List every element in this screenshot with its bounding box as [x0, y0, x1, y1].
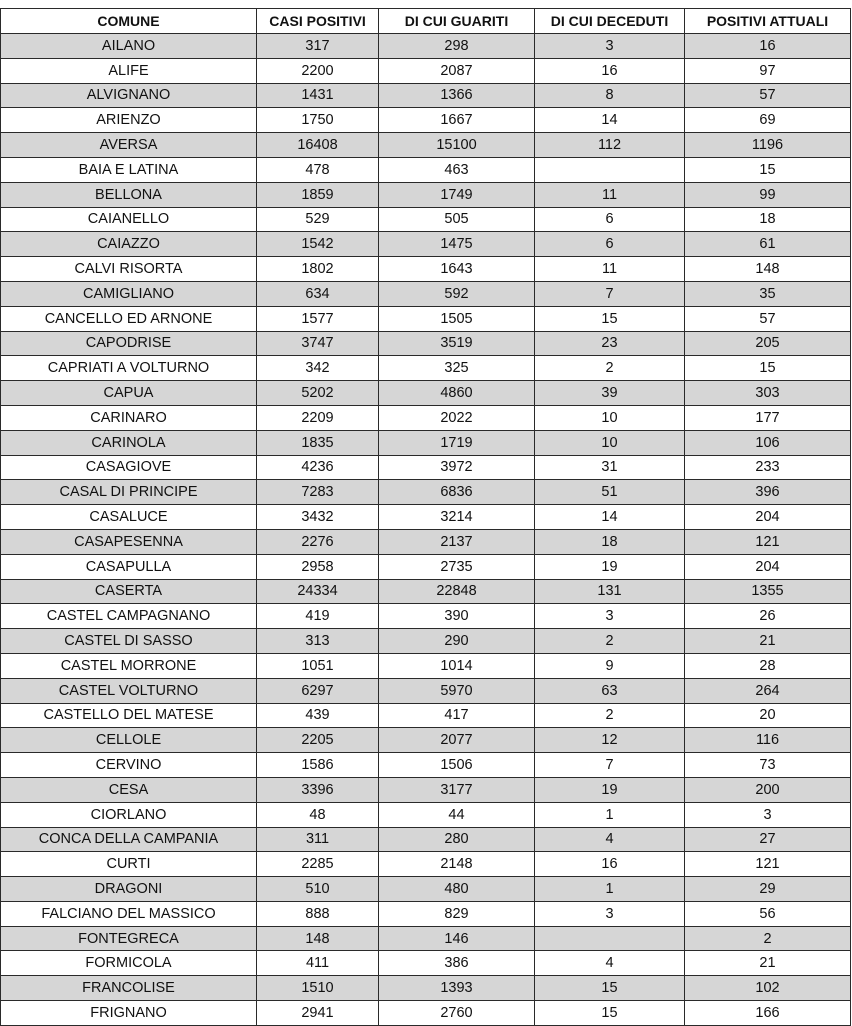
table-row: [1, 133, 851, 158]
cell-comune: CESA: [1, 777, 257, 802]
cell-guariti: 4860: [379, 381, 535, 406]
cell-comune: CASAPESENNA: [1, 529, 257, 554]
cell-casi-positivi: 4236: [257, 455, 379, 480]
cell-comune: CAPUA: [1, 381, 257, 406]
cell-comune: CAIANELLO: [1, 207, 257, 232]
cell-guariti: 592: [379, 281, 535, 306]
cell-positivi-attuali: 177: [685, 405, 851, 430]
cell-comune: CASAPULLA: [1, 554, 257, 579]
cell-casi-positivi: 1802: [257, 257, 379, 282]
cell-comune: CARINOLA: [1, 430, 257, 455]
cell-positivi-attuali: 1355: [685, 579, 851, 604]
cell-guariti: 1643: [379, 257, 535, 282]
cell-positivi-attuali: 97: [685, 58, 851, 83]
cell-guariti: 280: [379, 827, 535, 852]
cell-casi-positivi: 419: [257, 604, 379, 629]
cell-deceduti: 112: [535, 133, 685, 158]
cell-guariti: 1475: [379, 232, 535, 257]
cell-positivi-attuali: 204: [685, 505, 851, 530]
cell-guariti: 44: [379, 802, 535, 827]
cell-comune: BAIA E LATINA: [1, 157, 257, 182]
cell-deceduti: 39: [535, 381, 685, 406]
cell-positivi-attuali: 56: [685, 901, 851, 926]
table-row: [1, 604, 851, 629]
cell-comune: CASTEL CAMPAGNANO: [1, 604, 257, 629]
cell-deceduti: 63: [535, 678, 685, 703]
table-row: [1, 951, 851, 976]
cell-positivi-attuali: 18: [685, 207, 851, 232]
table-row: [1, 976, 851, 1001]
cell-deceduti: 10: [535, 430, 685, 455]
cell-deceduti: 2: [535, 356, 685, 381]
cell-positivi-attuali: 20: [685, 703, 851, 728]
cell-guariti: 290: [379, 629, 535, 654]
cell-deceduti: 8: [535, 83, 685, 108]
table-row: [1, 827, 851, 852]
cell-deceduti: 3: [535, 34, 685, 59]
table-row: [1, 505, 851, 530]
cell-comune: CASTEL VOLTURNO: [1, 678, 257, 703]
table-row: [1, 157, 851, 182]
table-row: [1, 901, 851, 926]
cell-guariti: 1667: [379, 108, 535, 133]
cell-comune: FRIGNANO: [1, 1001, 257, 1026]
cell-comune: CASAL DI PRINCIPE: [1, 480, 257, 505]
cell-positivi-attuali: 57: [685, 306, 851, 331]
cell-guariti: 463: [379, 157, 535, 182]
cell-positivi-attuali: 73: [685, 753, 851, 778]
cell-comune: CURTI: [1, 852, 257, 877]
cell-casi-positivi: 7283: [257, 480, 379, 505]
cell-deceduti: 31: [535, 455, 685, 480]
cell-deceduti: 19: [535, 554, 685, 579]
cell-comune: BELLONA: [1, 182, 257, 207]
table-row: [1, 1001, 851, 1026]
cell-casi-positivi: 1510: [257, 976, 379, 1001]
table-row: [1, 678, 851, 703]
table-row: [1, 257, 851, 282]
table-row: [1, 34, 851, 59]
cell-casi-positivi: 2200: [257, 58, 379, 83]
cell-guariti: 417: [379, 703, 535, 728]
cell-deceduti: 23: [535, 331, 685, 356]
cell-positivi-attuali: 264: [685, 678, 851, 703]
cell-guariti: 1366: [379, 83, 535, 108]
cell-positivi-attuali: 396: [685, 480, 851, 505]
cell-casi-positivi: 148: [257, 926, 379, 951]
cell-deceduti: 14: [535, 505, 685, 530]
cell-casi-positivi: 313: [257, 629, 379, 654]
cell-guariti: 390: [379, 604, 535, 629]
table-row: [1, 653, 851, 678]
table-row: [1, 381, 851, 406]
table-row: [1, 529, 851, 554]
cell-casi-positivi: 2958: [257, 554, 379, 579]
cell-positivi-attuali: 204: [685, 554, 851, 579]
cell-guariti: 505: [379, 207, 535, 232]
cell-comune: CAIAZZO: [1, 232, 257, 257]
cell-deceduti: 7: [535, 753, 685, 778]
cell-comune: ARIENZO: [1, 108, 257, 133]
table-row: [1, 852, 851, 877]
cell-casi-positivi: 3747: [257, 331, 379, 356]
covid-cases-table: [0, 8, 851, 1026]
cell-positivi-attuali: 99: [685, 182, 851, 207]
table-row: [1, 926, 851, 951]
cell-comune: CIORLANO: [1, 802, 257, 827]
cell-positivi-attuali: 29: [685, 877, 851, 902]
cell-comune: CELLOLE: [1, 728, 257, 753]
cell-casi-positivi: 2285: [257, 852, 379, 877]
cell-positivi-attuali: 205: [685, 331, 851, 356]
cell-guariti: 2735: [379, 554, 535, 579]
cell-deceduti: 14: [535, 108, 685, 133]
cell-deceduti: 12: [535, 728, 685, 753]
cell-casi-positivi: 439: [257, 703, 379, 728]
cell-guariti: 386: [379, 951, 535, 976]
cell-comune: CALVI RISORTA: [1, 257, 257, 282]
cell-casi-positivi: 2941: [257, 1001, 379, 1026]
cell-casi-positivi: 634: [257, 281, 379, 306]
table-row: [1, 802, 851, 827]
cell-casi-positivi: 478: [257, 157, 379, 182]
cell-deceduti: [535, 157, 685, 182]
cell-guariti: 2077: [379, 728, 535, 753]
cell-deceduti: 19: [535, 777, 685, 802]
cell-deceduti: 7: [535, 281, 685, 306]
table-header: [1, 9, 851, 34]
cell-casi-positivi: 2276: [257, 529, 379, 554]
table-row: [1, 207, 851, 232]
cell-guariti: 15100: [379, 133, 535, 158]
cell-positivi-attuali: 15: [685, 356, 851, 381]
cell-positivi-attuali: 233: [685, 455, 851, 480]
cell-casi-positivi: 24334: [257, 579, 379, 604]
cell-positivi-attuali: 57: [685, 83, 851, 108]
cell-casi-positivi: 1835: [257, 430, 379, 455]
cell-guariti: 829: [379, 901, 535, 926]
cell-deceduti: 3: [535, 901, 685, 926]
cell-casi-positivi: 317: [257, 34, 379, 59]
cell-comune: CASALUCE: [1, 505, 257, 530]
cell-comune: AVERSA: [1, 133, 257, 158]
cell-deceduti: 51: [535, 480, 685, 505]
table-row: [1, 83, 851, 108]
cell-deceduti: 1: [535, 802, 685, 827]
cell-deceduti: 4: [535, 827, 685, 852]
cell-casi-positivi: 2205: [257, 728, 379, 753]
cell-casi-positivi: 1051: [257, 653, 379, 678]
cell-comune: CERVINO: [1, 753, 257, 778]
cell-guariti: 3519: [379, 331, 535, 356]
cell-guariti: 22848: [379, 579, 535, 604]
cell-deceduti: 15: [535, 976, 685, 1001]
cell-deceduti: 131: [535, 579, 685, 604]
cell-comune: CAMIGLIANO: [1, 281, 257, 306]
cell-casi-positivi: 1542: [257, 232, 379, 257]
cell-guariti: 5970: [379, 678, 535, 703]
cell-deceduti: 16: [535, 58, 685, 83]
cell-casi-positivi: 48: [257, 802, 379, 827]
cell-casi-positivi: 1577: [257, 306, 379, 331]
cell-deceduti: 6: [535, 232, 685, 257]
cell-deceduti: 18: [535, 529, 685, 554]
cell-comune: CANCELLO ED ARNONE: [1, 306, 257, 331]
cell-positivi-attuali: 102: [685, 976, 851, 1001]
table-row: [1, 629, 851, 654]
cell-guariti: 3972: [379, 455, 535, 480]
cell-guariti: 1505: [379, 306, 535, 331]
cell-comune: CASTEL MORRONE: [1, 653, 257, 678]
table-row: [1, 703, 851, 728]
cell-deceduti: 4: [535, 951, 685, 976]
cell-casi-positivi: 510: [257, 877, 379, 902]
cell-comune: CAPODRISE: [1, 331, 257, 356]
cell-comune: CONCA DELLA CAMPANIA: [1, 827, 257, 852]
cell-casi-positivi: 888: [257, 901, 379, 926]
table-row: [1, 331, 851, 356]
cell-guariti: 146: [379, 926, 535, 951]
cell-positivi-attuali: 69: [685, 108, 851, 133]
cell-casi-positivi: 5202: [257, 381, 379, 406]
cell-casi-positivi: 342: [257, 356, 379, 381]
cell-comune: CASERTA: [1, 579, 257, 604]
table-row: [1, 455, 851, 480]
cell-comune: CASTELLO DEL MATESE: [1, 703, 257, 728]
cell-deceduti: 16: [535, 852, 685, 877]
cell-guariti: 3214: [379, 505, 535, 530]
table-row: [1, 281, 851, 306]
table-row: [1, 405, 851, 430]
cell-positivi-attuali: 27: [685, 827, 851, 852]
cell-positivi-attuali: 15: [685, 157, 851, 182]
cell-deceduti: 11: [535, 257, 685, 282]
cell-deceduti: 15: [535, 306, 685, 331]
cell-casi-positivi: 311: [257, 827, 379, 852]
cell-positivi-attuali: 35: [685, 281, 851, 306]
cell-deceduti: 1: [535, 877, 685, 902]
header-di-cui-guariti: DI CUI GUARITI: [379, 9, 535, 34]
header-casi-positivi: CASI POSITIVI: [257, 9, 379, 34]
cell-guariti: 1506: [379, 753, 535, 778]
table-row: [1, 356, 851, 381]
table-row: [1, 182, 851, 207]
cell-deceduti: 2: [535, 629, 685, 654]
cell-comune: FRANCOLISE: [1, 976, 257, 1001]
cell-guariti: 325: [379, 356, 535, 381]
cell-guariti: 1393: [379, 976, 535, 1001]
cell-comune: CARINARO: [1, 405, 257, 430]
table-row: [1, 306, 851, 331]
cell-deceduti: 2: [535, 703, 685, 728]
cell-positivi-attuali: 121: [685, 529, 851, 554]
cell-positivi-attuali: 16: [685, 34, 851, 59]
table-row: [1, 108, 851, 133]
cell-positivi-attuali: 116: [685, 728, 851, 753]
cell-comune: CASAGIOVE: [1, 455, 257, 480]
cell-deceduti: 11: [535, 182, 685, 207]
table-row: [1, 58, 851, 83]
table-row: [1, 728, 851, 753]
cell-positivi-attuali: 106: [685, 430, 851, 455]
cell-positivi-attuali: 21: [685, 951, 851, 976]
cell-comune: CAPRIATI A VOLTURNO: [1, 356, 257, 381]
table-row: [1, 877, 851, 902]
cell-guariti: 480: [379, 877, 535, 902]
cell-comune: FALCIANO DEL MASSICO: [1, 901, 257, 926]
cell-positivi-attuali: 303: [685, 381, 851, 406]
cell-positivi-attuali: 166: [685, 1001, 851, 1026]
cell-positivi-attuali: 61: [685, 232, 851, 257]
cell-positivi-attuali: 148: [685, 257, 851, 282]
cell-guariti: 2148: [379, 852, 535, 877]
cell-casi-positivi: 3432: [257, 505, 379, 530]
table-row: [1, 430, 851, 455]
cell-comune: FONTEGRECA: [1, 926, 257, 951]
cell-deceduti: 10: [535, 405, 685, 430]
cell-comune: DRAGONI: [1, 877, 257, 902]
table-row: [1, 579, 851, 604]
cell-casi-positivi: 3396: [257, 777, 379, 802]
cell-guariti: 3177: [379, 777, 535, 802]
cell-guariti: 2087: [379, 58, 535, 83]
cell-casi-positivi: 2209: [257, 405, 379, 430]
cell-deceduti: [535, 926, 685, 951]
cell-casi-positivi: 411: [257, 951, 379, 976]
cell-comune: ALVIGNANO: [1, 83, 257, 108]
cell-comune: ALIFE: [1, 58, 257, 83]
cell-guariti: 298: [379, 34, 535, 59]
cell-positivi-attuali: 28: [685, 653, 851, 678]
cell-casi-positivi: 1431: [257, 83, 379, 108]
cell-casi-positivi: 6297: [257, 678, 379, 703]
header-di-cui-deceduti: DI CUI DECEDUTI: [535, 9, 685, 34]
cell-guariti: 2137: [379, 529, 535, 554]
cell-guariti: 1014: [379, 653, 535, 678]
cell-guariti: 1719: [379, 430, 535, 455]
cell-guariti: 2760: [379, 1001, 535, 1026]
cell-comune: FORMICOLA: [1, 951, 257, 976]
cell-casi-positivi: 1750: [257, 108, 379, 133]
cell-deceduti: 3: [535, 604, 685, 629]
table-body: [1, 34, 851, 1026]
cell-guariti: 2022: [379, 405, 535, 430]
cell-deceduti: 15: [535, 1001, 685, 1026]
cell-casi-positivi: 1859: [257, 182, 379, 207]
cell-positivi-attuali: 1196: [685, 133, 851, 158]
table-row: [1, 753, 851, 778]
cell-deceduti: 6: [535, 207, 685, 232]
cell-casi-positivi: 1586: [257, 753, 379, 778]
cell-positivi-attuali: 21: [685, 629, 851, 654]
cell-comune: AILANO: [1, 34, 257, 59]
cell-positivi-attuali: 121: [685, 852, 851, 877]
cell-positivi-attuali: 26: [685, 604, 851, 629]
cell-deceduti: 9: [535, 653, 685, 678]
cell-positivi-attuali: 2: [685, 926, 851, 951]
table-row: [1, 777, 851, 802]
header-positivi-attuali: POSITIVI ATTUALI: [685, 9, 851, 34]
table-row: [1, 480, 851, 505]
cell-positivi-attuali: 200: [685, 777, 851, 802]
table-row: [1, 232, 851, 257]
header-comune: COMUNE: [1, 9, 257, 34]
table-row: [1, 554, 851, 579]
header-row: [1, 9, 851, 34]
cell-casi-positivi: 529: [257, 207, 379, 232]
cell-comune: CASTEL DI SASSO: [1, 629, 257, 654]
cell-guariti: 6836: [379, 480, 535, 505]
cell-casi-positivi: 16408: [257, 133, 379, 158]
cell-positivi-attuali: 3: [685, 802, 851, 827]
cell-guariti: 1749: [379, 182, 535, 207]
